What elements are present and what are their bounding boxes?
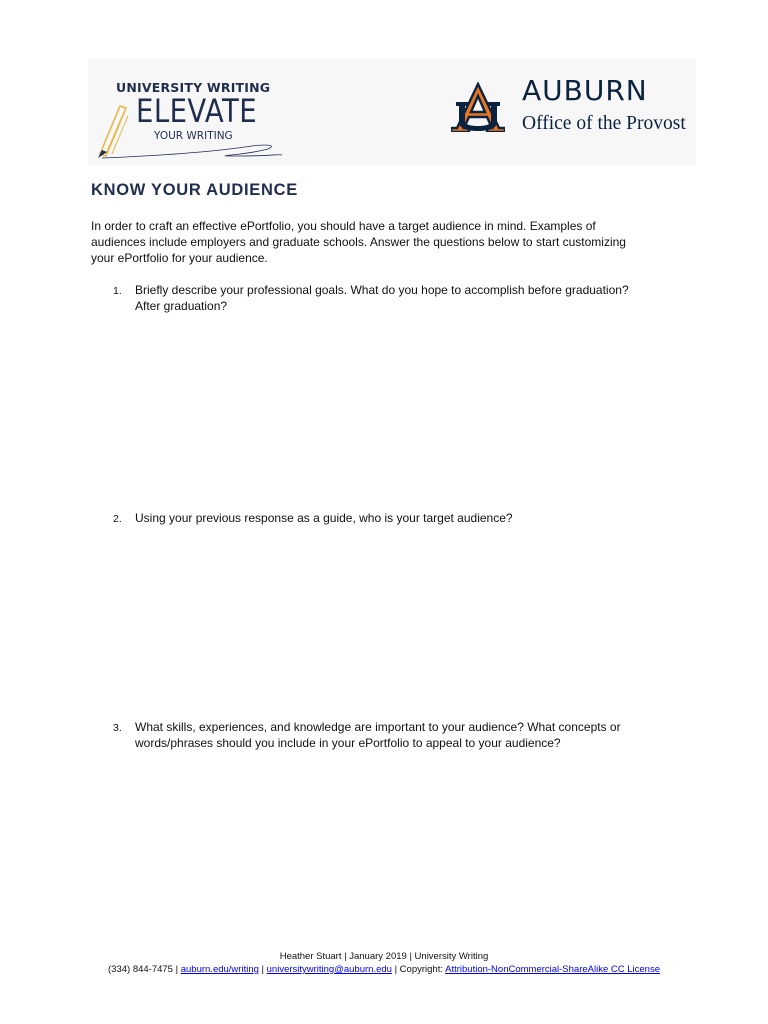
question-number: 3. xyxy=(113,722,122,734)
intro-line: In order to craft an effective ePortfolio, you should have a target audience in mind. Examples of xyxy=(91,219,596,233)
intro-line: audiences include employers and graduate schools. Answer the questions below to start customizing xyxy=(91,235,626,249)
page-title: KNOW YOUR AUDIENCE xyxy=(91,181,298,199)
footer-separator: | xyxy=(258,964,267,975)
auburn-office: Office of the Provost xyxy=(522,113,686,134)
question-line: Using your previous response as a guide, who is your target audience? xyxy=(135,511,513,525)
footer-author-line: Heather Stuart | January 2019 | University Writing xyxy=(279,951,489,962)
email-link[interactable]: universitywriting@auburn.edu xyxy=(266,964,392,975)
footer-phone: (334) 844-7475 | xyxy=(108,964,181,975)
question-text xyxy=(135,282,695,314)
question-line: What skills, experiences, and knowledge are important to your audience? What concepts or xyxy=(135,720,621,734)
logo-headline: ELEVATE xyxy=(136,92,258,130)
question-line: words/phrases should you include in your ePortfolio to appeal to your audience? xyxy=(135,736,561,750)
question-text xyxy=(135,719,695,751)
question-text xyxy=(135,510,695,526)
license-link[interactable]: Attribution-NonCommercial-ShareAlike CC License xyxy=(445,964,660,975)
question-line: Briefly describe your professional goals. What do you hope to accomplish before graduation? xyxy=(135,283,629,297)
footer-copyright-label: | Copyright: xyxy=(391,964,446,975)
writing-link[interactable]: auburn.edu/writing xyxy=(180,964,259,975)
footer-contact-line xyxy=(0,963,768,976)
au-monogram-icon xyxy=(451,82,505,132)
question-number: 1. xyxy=(113,285,122,297)
logo-tagline: YOUR WRITING xyxy=(154,130,233,142)
question-number: 2. xyxy=(113,513,122,525)
logo-title: UNIVERSITY WRITING xyxy=(116,80,271,95)
university-writing-logo xyxy=(92,66,292,166)
intro-paragraph xyxy=(91,218,681,266)
intro-line: your ePortfolio for your audience. xyxy=(91,251,268,265)
question-line: After graduation? xyxy=(135,299,228,313)
auburn-name: AUBURN xyxy=(522,74,648,107)
